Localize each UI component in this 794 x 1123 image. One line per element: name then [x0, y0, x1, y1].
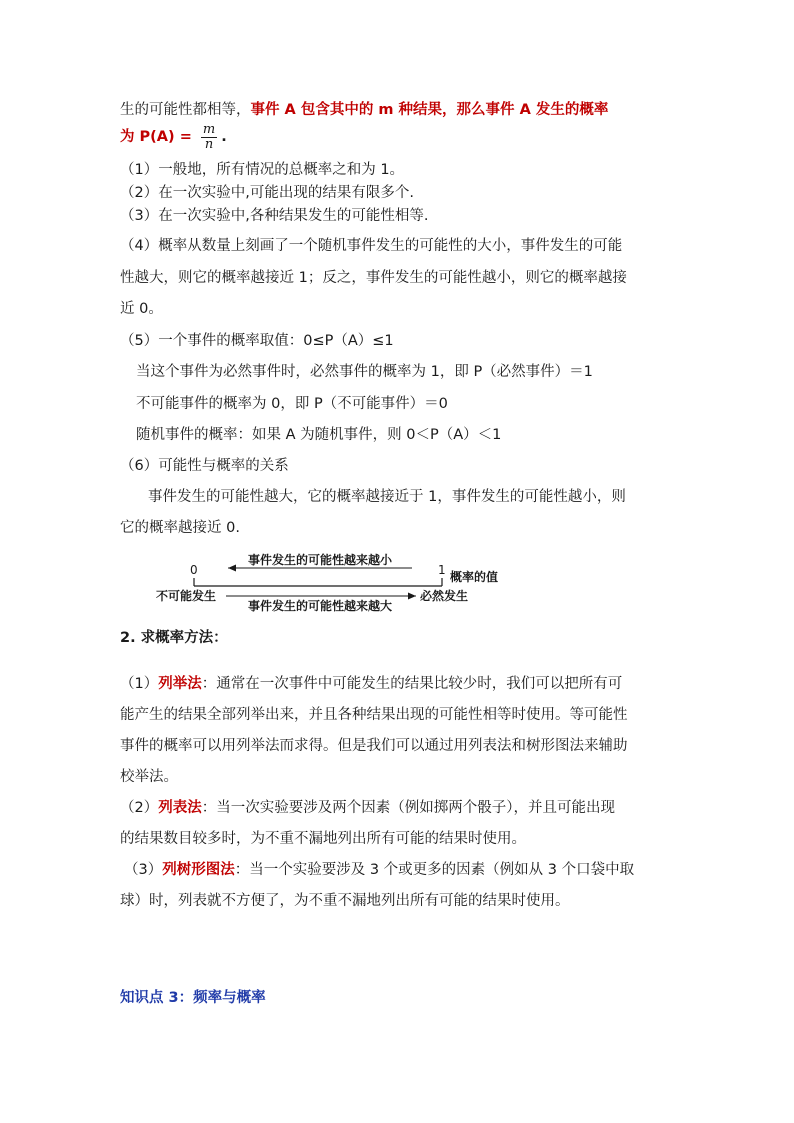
method-1-line-1 — [120, 674, 622, 694]
method-2-prefix: （2） — [120, 800, 159, 816]
method-2-line-2: 的结果数目较多时，为不重不漏地列出所有可能的结果时使用。 — [120, 831, 526, 847]
property-line: 随机事件的概率：如果 A 为随机事件，则 0＜P（A）＜1 — [136, 427, 502, 443]
method-1-line-3: 事件的概率可以用列举法而求得。但是我们可以通过用列表法和树形图法来辅助 — [120, 738, 628, 754]
property-line: 近 0。 — [120, 301, 163, 317]
method-1-prefix: （1） — [120, 676, 159, 692]
method-1-text: ：通常在一次事件中可能发生的结果比较少时，我们可以把所有可 — [201, 676, 623, 692]
formula-period: . — [221, 129, 227, 145]
intro-line-2 — [120, 122, 227, 152]
intro-line-1 — [120, 100, 608, 120]
property-line: 不可能事件的概率为 0，即 P（不可能事件）＝0 — [136, 396, 448, 412]
method-3-prefix: （3） — [124, 862, 163, 878]
property-line: （4）概率从数量上刻画了一个随机事件发生的可能性的大小，事件发生的可能 — [120, 238, 623, 254]
methods-heading: 2. 求概率方法： — [120, 630, 228, 646]
property-line: （2）在一次实验中,可能出现的结果有限多个. — [120, 185, 414, 201]
method-1-name: 列举法 — [158, 676, 202, 692]
decreasing-arrow-head — [228, 565, 236, 572]
increasing-label: 事件发生的可能性越来越大 — [247, 599, 393, 613]
property-line: 它的概率越接近 0. — [120, 520, 240, 536]
property-line: 事件发生的可能性越大，它的概率越接近于 1，事件发生的可能性越小，则 — [148, 489, 626, 505]
method-2-line-1 — [120, 798, 615, 818]
decreasing-label: 事件发生的可能性越来越小 — [247, 553, 393, 567]
intro-red-text: 事件 A 包含其中的 m 种结果，那么事件 A 发生的概率 — [250, 102, 609, 118]
probability-fraction — [201, 123, 217, 152]
scale-one-label: 1 — [438, 563, 446, 577]
scale-zero-label: 0 — [190, 563, 198, 577]
probability-scale-diagram — [150, 548, 530, 618]
method-3-line-1 — [124, 860, 634, 880]
property-line: （6）可能性与概率的关系 — [120, 458, 289, 474]
fraction-denominator: n — [204, 136, 214, 152]
property-line: （1）一般地，所有情况的总概率之和为 1。 — [120, 162, 405, 178]
method-1-line-4: 校举法。 — [120, 769, 178, 785]
increasing-arrow-head — [408, 593, 416, 600]
certain-label: 必然发生 — [420, 589, 469, 603]
method-2-name: 列表法 — [158, 800, 202, 816]
knowledge-point-heading: 知识点 3：频率与概率 — [120, 990, 266, 1006]
method-3-line-2: 球）时，列表就不方便了，为不重不漏地列出所有可能的结果时使用。 — [120, 893, 570, 909]
intro-plain-text: 生的可能性都相等， — [120, 102, 251, 118]
probability-formula-label: 为 P(A) = — [120, 129, 197, 145]
impossible-label: 不可能发生 — [156, 589, 217, 603]
method-3-text: ：当一个实验要涉及 3 个或更多的因素（例如从 3 个口袋中取 — [234, 862, 635, 878]
method-3-name: 列树形图法 — [162, 862, 235, 878]
probability-value-label: 概率的值 — [450, 570, 499, 584]
property-line: （3）在一次实验中,各种结果发生的可能性相等. — [120, 208, 429, 224]
property-line: 性越大，则它的概率越接近 1；反之，事件发生的可能性越小，则它的概率越接 — [120, 270, 627, 286]
property-line: （5）一个事件的概率取值：0≤P（A）≤1 — [120, 333, 394, 349]
method-1-line-2: 能产生的结果全部列举出来，并且各种结果出现的可能性相等时使用。等可能性 — [120, 707, 628, 723]
method-2-text: ：当一次实验要涉及两个因素（例如掷两个骰子），并且可能出现 — [201, 800, 615, 816]
property-line: 当这个事件为必然事件时，必然事件的概率为 1，即 P（必然事件）＝1 — [136, 364, 593, 380]
fraction-numerator: m — [202, 121, 216, 137]
